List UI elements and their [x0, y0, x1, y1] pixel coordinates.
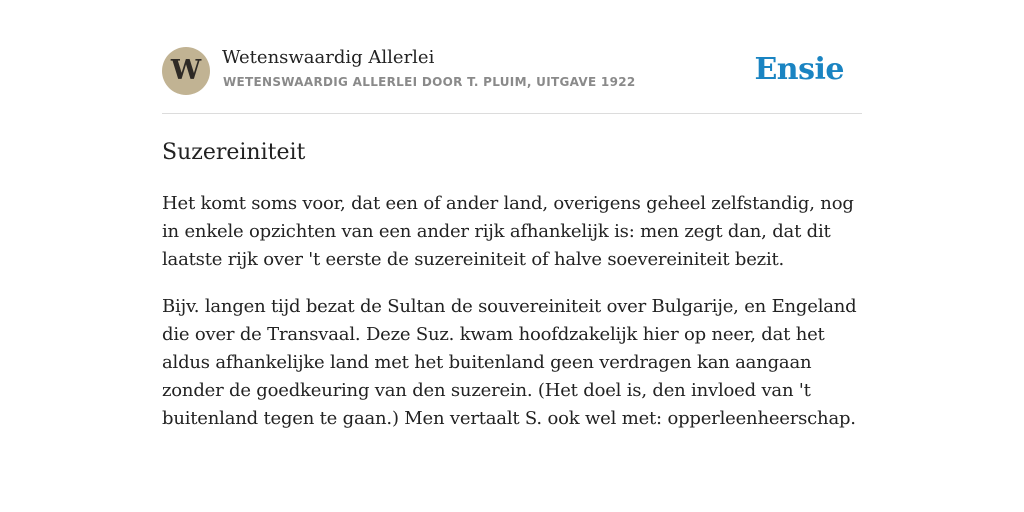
source-subtitle: WETENSWAARDIG ALLERLEI DOOR T. PLUIM, UITGAVE 1922 — [223, 75, 636, 89]
source-header — [162, 46, 862, 114]
entry-body — [162, 190, 862, 452]
entry-paragraph: Het komt soms voor, dat een of ander land, overigens geheel zelfstandig, nog in enkele opzichten van een ander rijk afhankelijk is: men zegt dan, dat dit laatste rijk over 't eerste de suzereiniteit of halve soevereiniteit bezit. — [162, 193, 854, 270]
source-title[interactable]: Wetenswaardig Allerlei — [222, 47, 435, 68]
entry-title: Suzereiniteit — [162, 140, 306, 165]
entry-paragraph: Bijv. langen tijd bezat de Sultan de souvereiniteit over Bulgarije, en Engeland die over de Transvaal. Deze Suz. kwam hoofdzakelijk hier op neer, dat het aldus afhankelijke land met het buitenland geen verdragen kan aangaan zonder de goedkeuring van den suzerein. (Het doel is, den invloed van 't buitenland tegen te gaan.) Men vertaalt S. ook wel met: opperleenheerschap. — [162, 296, 857, 429]
source-avatar[interactable]: W — [162, 47, 210, 95]
ensie-logo[interactable]: Ensie — [754, 52, 844, 87]
